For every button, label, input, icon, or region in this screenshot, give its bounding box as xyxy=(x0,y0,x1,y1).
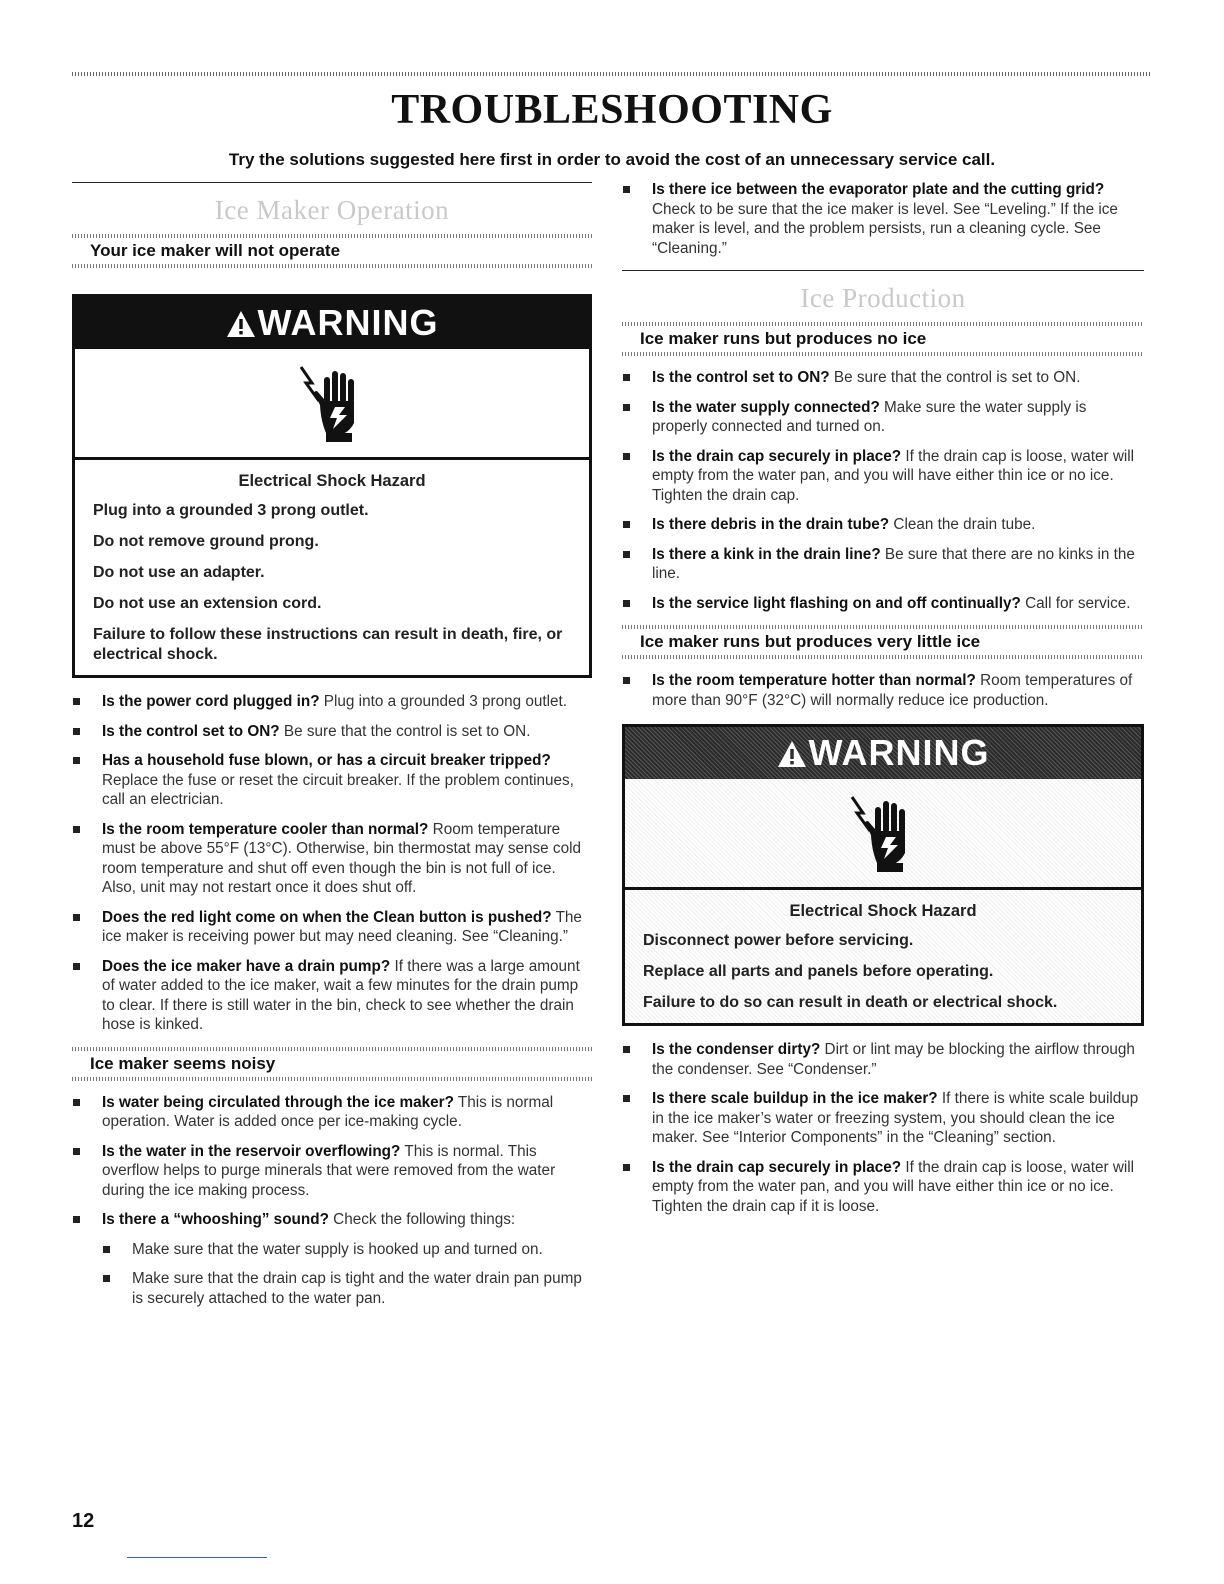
list-no-ice xyxy=(622,368,1144,613)
item-answer: If the drain cap is loose, water will empty from the water pan, and you will have either thin ice or no ice. Tighten the drain cap if it is loose. xyxy=(652,1158,1135,1215)
list-evaporator xyxy=(622,180,1144,258)
dotted-rule xyxy=(72,264,592,268)
item-answer: Plug into a grounded 3 prong outlet. xyxy=(319,693,568,710)
warning-box-plug xyxy=(72,294,592,678)
warning-label: WARNING xyxy=(808,732,990,773)
section-title-ice-maker-operation: Ice Maker Operation xyxy=(214,195,450,225)
item-question: Is the control set to ON? xyxy=(102,722,280,740)
item-answer: This is normal operation. Water is added once per ice-making cycle. xyxy=(102,1093,554,1130)
item-question: Is the control set to ON? xyxy=(652,369,830,386)
list-noisy xyxy=(72,1093,592,1309)
item-answer: Make sure the water supply is properly connected and turned on. xyxy=(652,398,1087,435)
warning-line: Do not remove ground prong. xyxy=(93,533,319,550)
subhead-little-ice: Ice maker runs but produces very little ice xyxy=(640,632,981,651)
item-question: Is there a “whooshing” sound? xyxy=(102,1211,329,1228)
warning-line: Disconnect power before servicing. xyxy=(643,932,914,949)
dotted-rule xyxy=(622,655,1144,659)
right-section-rule xyxy=(622,270,1144,271)
item-answer: The ice maker is receiving power but may need cleaning. See “Cleaning.” xyxy=(102,908,582,945)
list-item xyxy=(72,908,592,947)
warning-line: Failure to do so can result in death or electrical shock. xyxy=(643,994,1058,1011)
item-question: Is water being circulated through the ice maker? xyxy=(102,1093,454,1111)
subhead-not-operate: Your ice maker will not operate xyxy=(90,241,341,260)
item-answer: Be sure that there are no kinks in the line. xyxy=(652,545,1135,582)
list-item xyxy=(72,692,592,712)
page-number: 12 xyxy=(72,1510,95,1532)
item-question: Does the ice maker have a drain pump? xyxy=(102,957,391,975)
item-question: Is there scale buildup in the ice maker? xyxy=(652,1090,938,1107)
item-answer: Room temperatures of more than 90°F (32°C) will normally reduce ice production. xyxy=(652,672,1133,709)
list-item xyxy=(72,1142,592,1201)
item-answer: Check the following things: xyxy=(328,1211,516,1228)
list-not-operate xyxy=(72,692,592,1035)
item-answer: If the drain cap is loose, water will empty from the water pan, and you will have either thin ice or no ice. Tighten the drain cap. xyxy=(652,447,1135,504)
electrical-shock-hand-icon xyxy=(625,779,1141,890)
page-subtitle: Try the solutions suggested here first in order to avoid the cost of an unnecessary service call. xyxy=(228,150,996,169)
warning-line: Do not use an adapter. xyxy=(93,564,265,581)
hazard-name: Electrical Shock Hazard xyxy=(789,902,977,920)
warning-line: Do not use an extension cord. xyxy=(93,595,322,612)
list-item xyxy=(72,1093,592,1132)
item-answer: If there was a large amount of water added to the ice maker, wait a few minutes for the drain pump to clear. If there is still water in the bin, check to see whether the drain hose is kinked. xyxy=(102,957,580,1033)
sub-list-item: Make sure that the water supply is hooked up and turned on. xyxy=(102,1240,592,1260)
item-answer: Clean the drain tube. xyxy=(889,516,1036,533)
item-question: Is there a kink in the drain line? xyxy=(652,545,881,563)
item-question: Is the power cord plugged in? xyxy=(102,693,320,710)
list-item xyxy=(72,957,592,1035)
hazard-name: Electrical Shock Hazard xyxy=(238,472,426,490)
item-question: Is there ice between the evaporator plate and the cutting grid? xyxy=(652,181,1105,198)
warning-header xyxy=(75,297,589,349)
item-question: Is the room temperature hotter than normal? xyxy=(652,672,976,689)
subhead-no-ice: Ice maker runs but produces no ice xyxy=(640,329,927,348)
sub-list-item: Make sure that the drain cap is tight and the water drain pan pump is securely attached to the water pan. xyxy=(102,1269,592,1308)
warning-line: Replace all parts and panels before operating. xyxy=(643,963,994,980)
list-little-ice xyxy=(622,671,1144,710)
list-item xyxy=(622,447,1144,506)
list-item xyxy=(622,1089,1144,1148)
sub-list-whooshing xyxy=(102,1240,592,1309)
list-item xyxy=(622,368,1144,388)
warning-triangle-icon xyxy=(777,740,807,768)
list-item xyxy=(622,1158,1144,1217)
list-item xyxy=(622,180,1144,258)
left-top-rule xyxy=(72,182,592,183)
list-item xyxy=(72,1210,592,1308)
warning-triangle-icon xyxy=(226,310,256,338)
section-title-ice-production: Ice Production xyxy=(800,283,966,313)
item-answer: Dirt or lint may be blocking the airflow through the condenser. See “Condenser.” xyxy=(652,1041,1135,1078)
item-question: Does the red light come on when the Clean button is pushed? xyxy=(102,908,552,926)
warning-line: Failure to follow these instructions can result in death, fire, or electrical shock. xyxy=(93,626,563,663)
warning-label: WARNING xyxy=(257,302,439,343)
dotted-rule xyxy=(72,1077,592,1081)
list-item xyxy=(622,545,1144,584)
item-question: Is the water in the reservoir overflowing? xyxy=(102,1142,401,1160)
item-answer: Room temperature must be above 55°F (13°C). Otherwise, bin thermostat may sense cold room temperature and shut off even though the bin is not full of ice. Also, unit may not restart once it does shut off. xyxy=(102,820,581,896)
item-question: Is the condenser dirty? xyxy=(652,1041,821,1058)
list-item xyxy=(72,751,592,810)
list-item xyxy=(622,671,1144,710)
item-answer: This is normal. This overflow helps to purge minerals that were removed from the water during the ice making process. xyxy=(102,1142,556,1199)
list-item xyxy=(622,594,1144,614)
left-column xyxy=(72,182,592,1318)
list-item xyxy=(622,398,1144,437)
right-column xyxy=(622,182,1144,1226)
top-dotted-rule xyxy=(72,72,1152,76)
warning-line: Plug into a grounded 3 prong outlet. xyxy=(93,502,369,519)
item-question: Has a household fuse blown, or has a circuit breaker tripped? xyxy=(102,752,551,769)
footer-line xyxy=(127,1557,267,1558)
item-answer: Be sure that the control is set to ON. xyxy=(279,722,531,740)
item-question: Is the service light flashing on and off continually? xyxy=(652,594,1021,612)
warning-body xyxy=(625,890,1141,1023)
electrical-shock-hand-icon xyxy=(75,349,589,460)
list-item xyxy=(72,820,592,898)
item-question: Is the drain cap securely in place? xyxy=(652,447,902,465)
list-little-ice-more xyxy=(622,1040,1144,1216)
page-title: TROUBLESHOOTING xyxy=(391,87,833,133)
subhead-noisy: Ice maker seems noisy xyxy=(90,1053,276,1073)
warning-box-disconnect xyxy=(622,724,1144,1026)
item-question: Is the drain cap securely in place? xyxy=(652,1158,902,1176)
item-answer: If there is white scale buildup in the ice maker’s water or freezing system, you should clean the ice maker. See “Interior Components” in the “Cleaning” section. xyxy=(652,1090,1139,1146)
item-answer: Call for service. xyxy=(1020,594,1131,612)
item-answer: Check to be sure that the ice maker is level. See “Leveling.” If the ice maker is level, and the problem persists, run a cleaning cycle. See “Cleaning.” xyxy=(652,200,1118,257)
list-item xyxy=(622,1040,1144,1079)
item-answer: Replace the fuse or reset the circuit breaker. If the problem continues, call an electrician. xyxy=(102,771,574,808)
item-answer: Be sure that the control is set to ON. xyxy=(829,369,1081,386)
dotted-rule xyxy=(622,352,1144,356)
item-question: Is there debris in the drain tube? xyxy=(652,516,890,533)
item-question: Is the water supply connected? xyxy=(652,398,880,416)
warning-body xyxy=(75,460,589,675)
warning-header xyxy=(625,727,1141,779)
list-item xyxy=(622,515,1144,535)
item-question: Is the room temperature cooler than normal? xyxy=(102,820,429,838)
list-item xyxy=(72,722,592,742)
